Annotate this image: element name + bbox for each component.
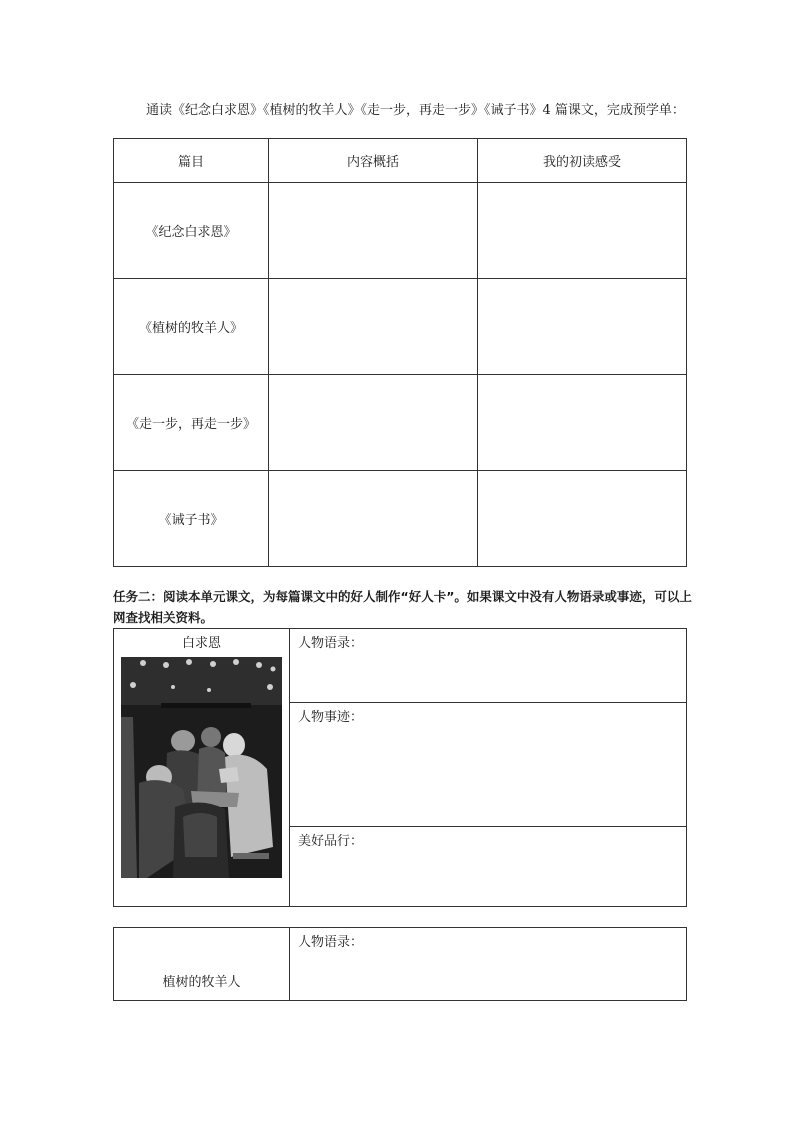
preview-table — [113, 138, 687, 567]
table-row — [114, 279, 687, 375]
table-row — [114, 471, 687, 567]
impression-cell[interactable] — [478, 183, 687, 279]
card-person-cell — [114, 629, 290, 907]
card-person-name: 植树的牧羊人 — [114, 928, 290, 1001]
good-person-card-2 — [113, 927, 687, 1001]
header-impression: 我的初读感受 — [478, 139, 687, 183]
table-row — [114, 375, 687, 471]
summary-cell[interactable] — [269, 183, 478, 279]
row-title: 《走一步，再走一步》 — [114, 375, 269, 471]
preview-header-row — [114, 139, 687, 183]
deeds-field[interactable]: 人物事迹： — [290, 703, 687, 827]
table-row — [114, 183, 687, 279]
row-title: 《诫子书》 — [114, 471, 269, 567]
summary-cell[interactable] — [269, 375, 478, 471]
quotes-field[interactable]: 人物语录： — [290, 928, 687, 1001]
row-title: 《植树的牧羊人》 — [114, 279, 269, 375]
header-summary: 内容概括 — [269, 139, 478, 183]
quotes-field[interactable]: 人物语录： — [290, 629, 687, 703]
summary-cell[interactable] — [269, 279, 478, 375]
impression-cell[interactable] — [478, 279, 687, 375]
virtues-field[interactable]: 美好品行： — [290, 827, 687, 907]
good-person-card-1 — [113, 628, 687, 907]
intro-paragraph — [113, 100, 688, 122]
bethune-photo — [121, 657, 282, 878]
header-title: 篇目 — [114, 139, 269, 183]
card-person-name: 白求恩 — [181, 636, 221, 651]
impression-cell[interactable] — [478, 471, 687, 567]
task2-instruction: 任务二：阅读本单元课文，为每篇课文中的好人制作“好人卡”。如果课文中没有人物语录或事迹，可以上网查找相关资料。 — [113, 589, 692, 625]
row-title: 《纪念白求恩》 — [114, 183, 269, 279]
impression-cell[interactable] — [478, 375, 687, 471]
intro-text: 通读《纪念白求恩》《植树的牧羊人》《走一步，再走一步》《诫子书》4 篇课文，完成预学单： — [146, 103, 685, 118]
summary-cell[interactable] — [269, 471, 478, 567]
